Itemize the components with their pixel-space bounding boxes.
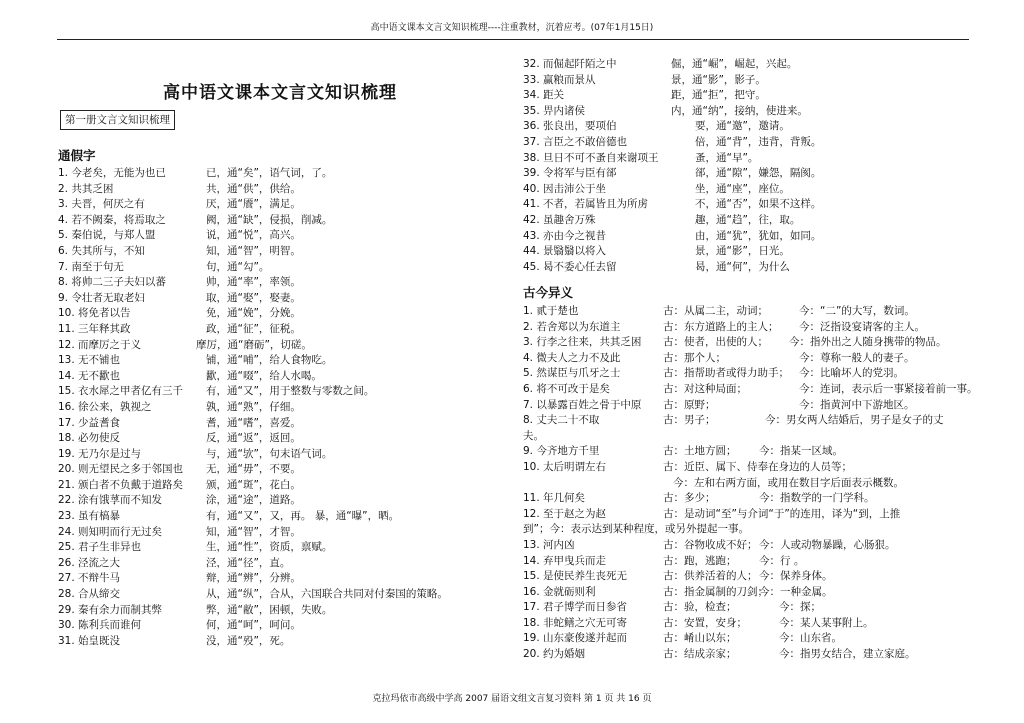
item-number: 18. — [58, 432, 75, 445]
list-item — [58, 197, 498, 213]
item-ancient-meaning: 古：原野； — [663, 398, 716, 411]
item-sentence: 失其所与，不知 — [68, 244, 145, 257]
item-sentence: 南至于句无 — [68, 260, 124, 273]
list-item — [523, 320, 973, 336]
item-explanation: 颁，通“斑”，花白。 — [206, 478, 301, 491]
list-item-continuation — [523, 476, 973, 492]
list-item — [58, 571, 498, 587]
item-explanation: 景，通“影”，影子。 — [671, 73, 766, 86]
item-explanation: 没，通“殁”，死。 — [206, 634, 291, 647]
item-sentence: 曷不委心任去留 — [539, 260, 617, 273]
list-item — [523, 351, 973, 367]
list-item — [523, 166, 973, 182]
item-number: 8. — [523, 414, 534, 427]
item-modern-meaning: 今：人或动物暴躁，心肠狠。 — [759, 538, 896, 551]
list-item — [58, 447, 498, 463]
list-item — [523, 585, 973, 601]
list-item — [58, 244, 498, 260]
item-explanation: 有，通“又”，又，再。 暴，通“曝”，晒。 — [206, 510, 400, 523]
list-item — [523, 382, 978, 398]
item-explanation: 知，通“智”，明智。 — [206, 244, 301, 257]
item-explanation: 说，通“悦”，高兴。 — [206, 229, 301, 242]
list-item — [58, 306, 498, 322]
item-number: 9. — [58, 291, 69, 304]
item-sentence: 秦有余力而制其弊 — [74, 603, 163, 616]
list-item — [58, 353, 498, 369]
item-ancient-meaning: 古：指帮助者或得力助手； — [663, 367, 789, 380]
item-sentence: 年几何矣 — [539, 492, 586, 505]
item-ancient-meaning: 古：多少； — [663, 492, 716, 505]
list-item-continuation — [523, 522, 973, 538]
item-sentence: 陈利兵而谁何 — [74, 619, 142, 632]
item-number: 12. — [523, 507, 540, 520]
item-sentence: 言臣之不敢倍德也 — [539, 135, 628, 148]
item-explanation: 泾，通“径”，直。 — [206, 556, 291, 569]
item-number: 37. — [523, 135, 540, 148]
item-sentence: 虽趣舍万殊 — [539, 213, 596, 226]
item-modern-meaning: 今：左和右两方面，或用在数目字后面表示概数。 — [673, 476, 904, 489]
item-explanation: 厌，通“餍”，满足。 — [206, 198, 301, 211]
list-item — [523, 647, 973, 663]
list-item — [58, 618, 498, 634]
item-modern-meaning: 今：保养身体。 — [759, 570, 833, 583]
list-item — [58, 369, 498, 385]
item-number: 23. — [58, 510, 75, 523]
item-sentence: 山东豪俊遂并起而 — [539, 632, 628, 645]
item-number: 3. — [523, 336, 534, 349]
item-explanation: 有，通“又”，用于整数与零数之间。 — [206, 385, 375, 398]
tongjia-list-right — [523, 57, 973, 275]
item-ancient-meaning: 古：男子； — [663, 414, 716, 427]
item-ancient-meaning: 古：指金属制的刀剑； — [663, 585, 768, 598]
list-item — [523, 398, 973, 414]
list-item-continuation — [523, 429, 973, 445]
item-number: 21. — [58, 478, 75, 491]
list-item — [523, 151, 973, 167]
list-item — [58, 556, 498, 572]
item-number: 5. — [58, 229, 69, 242]
list-item — [58, 338, 498, 354]
item-number: 19. — [523, 632, 540, 645]
item-modern-meaning: 今：行 。 — [759, 554, 805, 567]
item-explanation: 知，通“智”，才智。 — [206, 525, 301, 538]
list-item — [523, 631, 973, 647]
item-number: 44. — [523, 245, 540, 258]
item-ancient-meaning: 古：是动词“至”与介词“于”的连用，译为“到，上推 — [663, 507, 901, 520]
item-sentence: 而倔起阡陌之中 — [539, 58, 617, 70]
item-modern-meaning: 今：探； — [779, 601, 821, 614]
list-item — [58, 603, 498, 619]
item-explanation: 何，通“呵”，呵问。 — [206, 619, 301, 632]
item-number: 16. — [523, 585, 540, 598]
item-number: 39. — [523, 167, 540, 180]
item-explanation: 无，通“毋”，不要。 — [206, 463, 301, 476]
item-number: 14. — [523, 554, 540, 567]
item-number: 33. — [523, 73, 540, 86]
item-number: 6. — [523, 382, 534, 395]
item-explanation: 由，通“犹”，犹如，如同。 — [695, 229, 822, 242]
list-item — [523, 444, 973, 460]
item-continuation-text: 夫。 — [523, 429, 544, 442]
list-item — [523, 366, 973, 382]
item-number: 20. — [58, 463, 75, 476]
item-sentence: 不者，若属皆且为所虏 — [539, 198, 649, 211]
item-number: 15. — [523, 570, 540, 583]
item-sentence: 无乃尔是过与 — [74, 447, 142, 460]
item-ancient-meaning: 古：崤山以东； — [663, 632, 737, 645]
item-sentence: 则无望民之多于邻国也 — [74, 463, 184, 476]
item-sentence: 金就砺则利 — [539, 585, 596, 598]
list-item — [523, 413, 973, 429]
item-explanation: 铺，通“哺”，给人食物吃。 — [206, 354, 333, 367]
list-item — [58, 587, 498, 603]
item-sentence: 将帅二三子夫妇以蕃 — [68, 276, 166, 289]
item-number: 12. — [58, 338, 75, 351]
item-ancient-meaning: 古：那个人； — [663, 351, 726, 364]
item-sentence: 景翳翳以将入 — [539, 245, 607, 258]
item-ancient-meaning: 古：谷物收成不好； — [663, 538, 758, 551]
list-item — [523, 135, 973, 151]
list-item — [58, 416, 498, 432]
item-explanation: 免，通“娩”，分娩。 — [206, 307, 301, 320]
list-item — [523, 600, 973, 616]
item-sentence: 合从缔交 — [74, 588, 121, 601]
item-ancient-meaning: 古：供养活着的人； — [663, 570, 758, 583]
item-sentence: 因击沛公于坐 — [539, 182, 607, 195]
item-number: 45. — [523, 260, 540, 273]
item-number: 19. — [58, 447, 75, 460]
item-explanation: 政，通“征”，征税。 — [206, 322, 301, 335]
item-explanation: 已，通“矣”，语气词，了。 — [206, 167, 333, 179]
item-sentence: 共其乏困 — [68, 182, 114, 195]
list-item — [58, 634, 498, 650]
item-number: 38. — [523, 151, 540, 164]
item-number: 3. — [58, 198, 69, 211]
item-number: 27. — [58, 572, 75, 585]
item-sentence: 非蛇鳝之穴无可寄 — [539, 616, 628, 629]
item-number: 20. — [523, 648, 540, 661]
item-number: 34. — [523, 89, 540, 102]
list-item — [523, 244, 973, 260]
item-sentence: 徐公来，孰视之 — [74, 400, 152, 413]
item-sentence: 亦由今之视昔 — [539, 229, 607, 242]
item-number: 2. — [58, 182, 69, 195]
item-modern-meaning: 今：比喻坏人的党羽。 — [799, 367, 904, 380]
item-number: 2. — [523, 320, 534, 333]
item-number: 18. — [523, 616, 540, 629]
item-explanation: 坐，通“座”，座位。 — [695, 182, 790, 195]
item-number: 14. — [58, 369, 75, 382]
item-number: 11. — [58, 322, 75, 335]
item-explanation: 内，通“纳”，接纳，使进来。 — [671, 104, 808, 117]
list-item — [58, 540, 498, 556]
item-ancient-meaning: 古：东方道路上的主人； — [663, 320, 779, 333]
list-item — [58, 166, 498, 182]
item-sentence: 赢粮而景从 — [539, 73, 596, 86]
item-explanation: 共，通“供”，供给。 — [206, 182, 301, 195]
item-modern-meaning: 今：指男女结合，建立家庭。 — [779, 648, 916, 661]
item-sentence: 虽有槁暴 — [74, 510, 121, 523]
item-explanation: 反，通“返”，返回。 — [206, 432, 301, 445]
list-item — [58, 400, 498, 416]
list-item — [58, 478, 498, 494]
item-sentence: 泾流之大 — [74, 556, 121, 569]
section-heading-gujin: 古今异义 — [523, 285, 574, 300]
item-number: 11. — [523, 492, 540, 505]
item-explanation: 摩厉，通“磨砺”，切磋。 — [196, 338, 312, 351]
item-sentence: 约为婚姻 — [539, 648, 586, 661]
item-number: 4. — [58, 213, 69, 226]
item-number: 16. — [58, 400, 75, 413]
item-sentence: 然谋臣与爪牙之士 — [533, 367, 621, 380]
list-item — [58, 384, 498, 400]
item-modern-meaning: 今：指黄河中下游地区。 — [799, 398, 915, 411]
item-ancient-meaning: 古：安置，安身； — [663, 616, 747, 629]
item-ancient-meaning: 古：结成亲家； — [663, 648, 737, 661]
tongjia-list-left — [58, 166, 498, 649]
header-rule — [57, 39, 969, 40]
item-explanation: 从，通“纵”，合从，六国联合共同对付秦国的策略。 — [206, 588, 448, 601]
item-sentence: 以暴露百姓之骨于中原 — [533, 398, 642, 411]
item-number: 10. — [58, 307, 75, 320]
item-explanation: 郤，通“隙”，嫌怨，隔阂。 — [695, 167, 822, 180]
page-header: 高中语文课本文言文知识梳理----注重教材，沉着应考。(07年1月15日) — [370, 23, 654, 33]
item-number: 22. — [58, 494, 75, 507]
item-number: 42. — [523, 213, 540, 226]
item-sentence: 河内凶 — [539, 538, 575, 551]
item-sentence: 贰于楚也 — [533, 305, 579, 317]
item-modern-meaning: 今：指外出之人随身携带的物品。 — [789, 336, 947, 349]
item-sentence: 令壮者无取老妇 — [68, 291, 145, 304]
list-item — [523, 491, 973, 507]
item-number: 41. — [523, 198, 540, 211]
item-ancient-meaning: 古：使者，出使的人； — [663, 336, 768, 349]
item-explanation: 与，通“欤”，句末语气词。 — [206, 447, 333, 460]
list-item — [523, 88, 973, 104]
item-number: 1. — [523, 305, 534, 317]
item-sentence: 行李之往来，共其乏困 — [533, 336, 642, 349]
list-item — [58, 431, 498, 447]
item-number: 17. — [523, 601, 540, 614]
item-number: 30. — [58, 619, 75, 632]
item-explanation: 倔，通“崛”，崛起，兴起。 — [671, 58, 798, 70]
item-explanation: 阙，通“缺”，侵损，削减。 — [206, 213, 333, 226]
list-item — [523, 616, 973, 632]
list-item — [523, 304, 973, 320]
item-sentence: 畀内诸侯 — [539, 104, 586, 117]
item-modern-meaning: 今：山东省。 — [779, 632, 842, 645]
item-sentence: 必勿使反 — [74, 432, 121, 445]
item-number: 10. — [523, 460, 540, 473]
item-sentence: 丈夫二十不取 — [533, 414, 600, 427]
list-item — [523, 197, 973, 213]
doc-title: 高中语文课本文言文知识梳理 — [163, 83, 397, 103]
list-item — [523, 119, 973, 135]
list-item — [58, 228, 498, 244]
item-explanation: 景，通“影”，日光。 — [695, 245, 790, 258]
item-number: 7. — [58, 260, 69, 273]
list-item — [58, 322, 498, 338]
volume-label: 第一册文言文知识梳理 — [60, 110, 175, 130]
item-modern-meaning: 今：指数学的一门学科。 — [759, 492, 875, 505]
item-sentence: 夫晋，何厌之有 — [68, 198, 145, 211]
list-item — [58, 291, 498, 307]
item-number: 6. — [58, 244, 69, 257]
list-item — [523, 554, 973, 570]
item-ancient-meaning: 古：对这种局面； — [663, 382, 747, 395]
item-explanation: 取，通“娶”，娶妻。 — [206, 291, 301, 304]
item-sentence: 距关 — [539, 89, 565, 102]
item-explanation: 句，通“勾”。 — [206, 260, 270, 273]
item-ancient-meaning: 古：从属二主，动词； — [663, 305, 768, 317]
item-modern-meaning: 今：泛指设宴请客的主人。 — [799, 320, 925, 333]
item-number: 7. — [523, 398, 534, 411]
list-item — [523, 569, 973, 585]
item-number: 43. — [523, 229, 540, 242]
item-modern-meaning: 今：“二”的大写，数词。 — [799, 305, 915, 317]
item-sentence: 无不歠也 — [74, 369, 121, 382]
item-number: 31. — [58, 634, 75, 647]
list-item — [523, 57, 973, 73]
item-continuation-text: 到”；今：表示达到某种程度，或另外提起一事。 — [523, 523, 749, 536]
list-item — [523, 229, 973, 245]
item-sentence: 今齐地方千里 — [533, 445, 600, 458]
list-item — [523, 507, 973, 523]
item-explanation: 孰，通“熟”，仔细。 — [206, 400, 301, 413]
item-sentence: 秦伯说，与郑人盟 — [68, 229, 156, 242]
list-item — [523, 104, 973, 120]
item-number: 28. — [58, 588, 75, 601]
list-item — [523, 460, 973, 476]
item-sentence: 弃甲曳兵而走 — [539, 554, 607, 567]
list-item — [523, 260, 973, 276]
list-item — [58, 182, 498, 198]
item-modern-meaning: 今：一种金属。 — [759, 585, 833, 598]
item-modern-meaning: 今：男女两人结婚后，男子是女子的丈 — [765, 414, 944, 427]
item-ancient-meaning: 古：验，检查； — [663, 601, 737, 614]
item-sentence: 涂有饿莩而不知发 — [74, 494, 163, 507]
item-sentence: 旦日不可不蚤自来谢项王 — [539, 151, 659, 164]
list-item — [58, 260, 498, 276]
item-number: 13. — [523, 538, 540, 551]
item-sentence: 若舍郑以为东道主 — [533, 320, 621, 333]
list-item — [58, 275, 498, 291]
item-number: 17. — [58, 416, 75, 429]
item-sentence: 始皇既没 — [74, 634, 121, 647]
item-explanation: 不，通“否”，如果不这样。 — [695, 198, 822, 211]
item-number: 13. — [58, 354, 75, 367]
item-sentence: 君子生非异也 — [74, 541, 142, 554]
item-sentence: 颁白者不负戴于道路矣 — [74, 478, 184, 491]
item-explanation: 倍，通“背”，违背，背叛。 — [695, 135, 822, 148]
list-item — [523, 538, 973, 554]
list-item — [523, 335, 973, 351]
item-explanation: 歠，通“啜”，给人水喝。 — [206, 369, 322, 382]
item-explanation: 要，通“邀”，邀请。 — [695, 120, 790, 133]
list-item — [523, 182, 973, 198]
list-item — [58, 493, 498, 509]
item-explanation: 生，通“性”，资质，禀赋。 — [206, 541, 333, 554]
item-explanation: 帅，通“率”，率领。 — [206, 276, 301, 289]
item-sentence: 将免者以告 — [74, 307, 131, 320]
list-item — [58, 462, 498, 478]
list-item — [523, 213, 973, 229]
item-number: 15. — [58, 385, 75, 398]
item-number: 29. — [58, 603, 75, 616]
item-explanation: 趣，通“趋”，往，取。 — [695, 213, 801, 226]
item-modern-meaning: 今：某人某事附上。 — [779, 616, 874, 629]
item-modern-meaning: 今：尊称一般人的妻子。 — [799, 351, 915, 364]
item-sentence: 无不铺也 — [74, 354, 121, 367]
item-sentence: 太后明谓左右 — [539, 460, 607, 473]
item-explanation: 弊，通“敝”，困顿，失败。 — [206, 603, 333, 616]
item-explanation: 耆，通“嗜”，喜爱。 — [206, 416, 301, 429]
item-sentence: 今老矣，无能为也已 — [68, 167, 166, 179]
item-number: 9. — [523, 445, 534, 458]
list-item — [523, 73, 973, 89]
item-modern-meaning: 今：连词，表示后一事紧接着前一事。 — [799, 382, 978, 395]
section-heading-tongjia: 通假字 — [58, 148, 96, 163]
item-explanation: 蚤，通“早”。 — [695, 151, 759, 164]
item-modern-meaning: 今：指某一区域。 — [759, 445, 843, 458]
item-number: 8. — [58, 276, 69, 289]
item-number: 32. — [523, 58, 540, 70]
item-number: 5. — [523, 367, 534, 380]
item-sentence: 若不阙秦，将焉取之 — [68, 213, 166, 226]
item-number: 36. — [523, 120, 540, 133]
list-item — [58, 525, 498, 541]
list-item — [58, 213, 498, 229]
item-explanation: 曷，通“何”，为什么 — [695, 260, 790, 273]
item-ancient-meaning: 古：近臣、属下、侍奉在身边的人员等； — [663, 460, 852, 473]
page-footer: 克拉玛依市高级中学高 2007 届语文组文言复习资料 第 1 页 共 16 页 — [372, 694, 652, 704]
item-explanation: 距，通“拒”，把守。 — [671, 89, 766, 102]
item-sentence: 三年释其政 — [74, 322, 131, 335]
item-ancient-meaning: 古：跑，逃跑； — [663, 554, 737, 567]
item-sentence: 是使民养生丧死无 — [539, 570, 628, 583]
item-sentence: 微夫人之力不及此 — [533, 351, 621, 364]
item-sentence: 少益耆食 — [74, 416, 121, 429]
item-number: 4. — [523, 351, 534, 364]
item-number: 1. — [58, 167, 69, 179]
item-sentence: 则知明而行无过矣 — [74, 525, 163, 538]
gujin-list — [523, 304, 978, 663]
item-sentence: 不辩牛马 — [74, 572, 121, 585]
item-number: 24. — [58, 525, 75, 538]
item-number: 40. — [523, 182, 540, 195]
item-sentence: 衣水犀之甲者亿有三千 — [74, 385, 184, 398]
item-number: 26. — [58, 556, 75, 569]
item-ancient-meaning: 古：土地方圆； — [663, 445, 737, 458]
item-sentence: 而摩厉之于义 — [74, 338, 142, 351]
item-number: 35. — [523, 104, 540, 117]
item-sentence: 张良出，要项伯 — [539, 120, 617, 133]
item-number: 25. — [58, 541, 75, 554]
item-sentence: 至于赵之为赵 — [539, 507, 607, 520]
item-sentence: 君子博学而日参省 — [539, 601, 628, 614]
item-explanation: 涂，通“途”，道路。 — [206, 494, 301, 507]
list-item — [58, 509, 498, 525]
item-sentence: 将不可改于是矣 — [533, 382, 610, 395]
item-explanation: 辩，通“辨”，分辨。 — [206, 572, 301, 585]
item-sentence: 令将军与臣有郤 — [539, 167, 617, 180]
